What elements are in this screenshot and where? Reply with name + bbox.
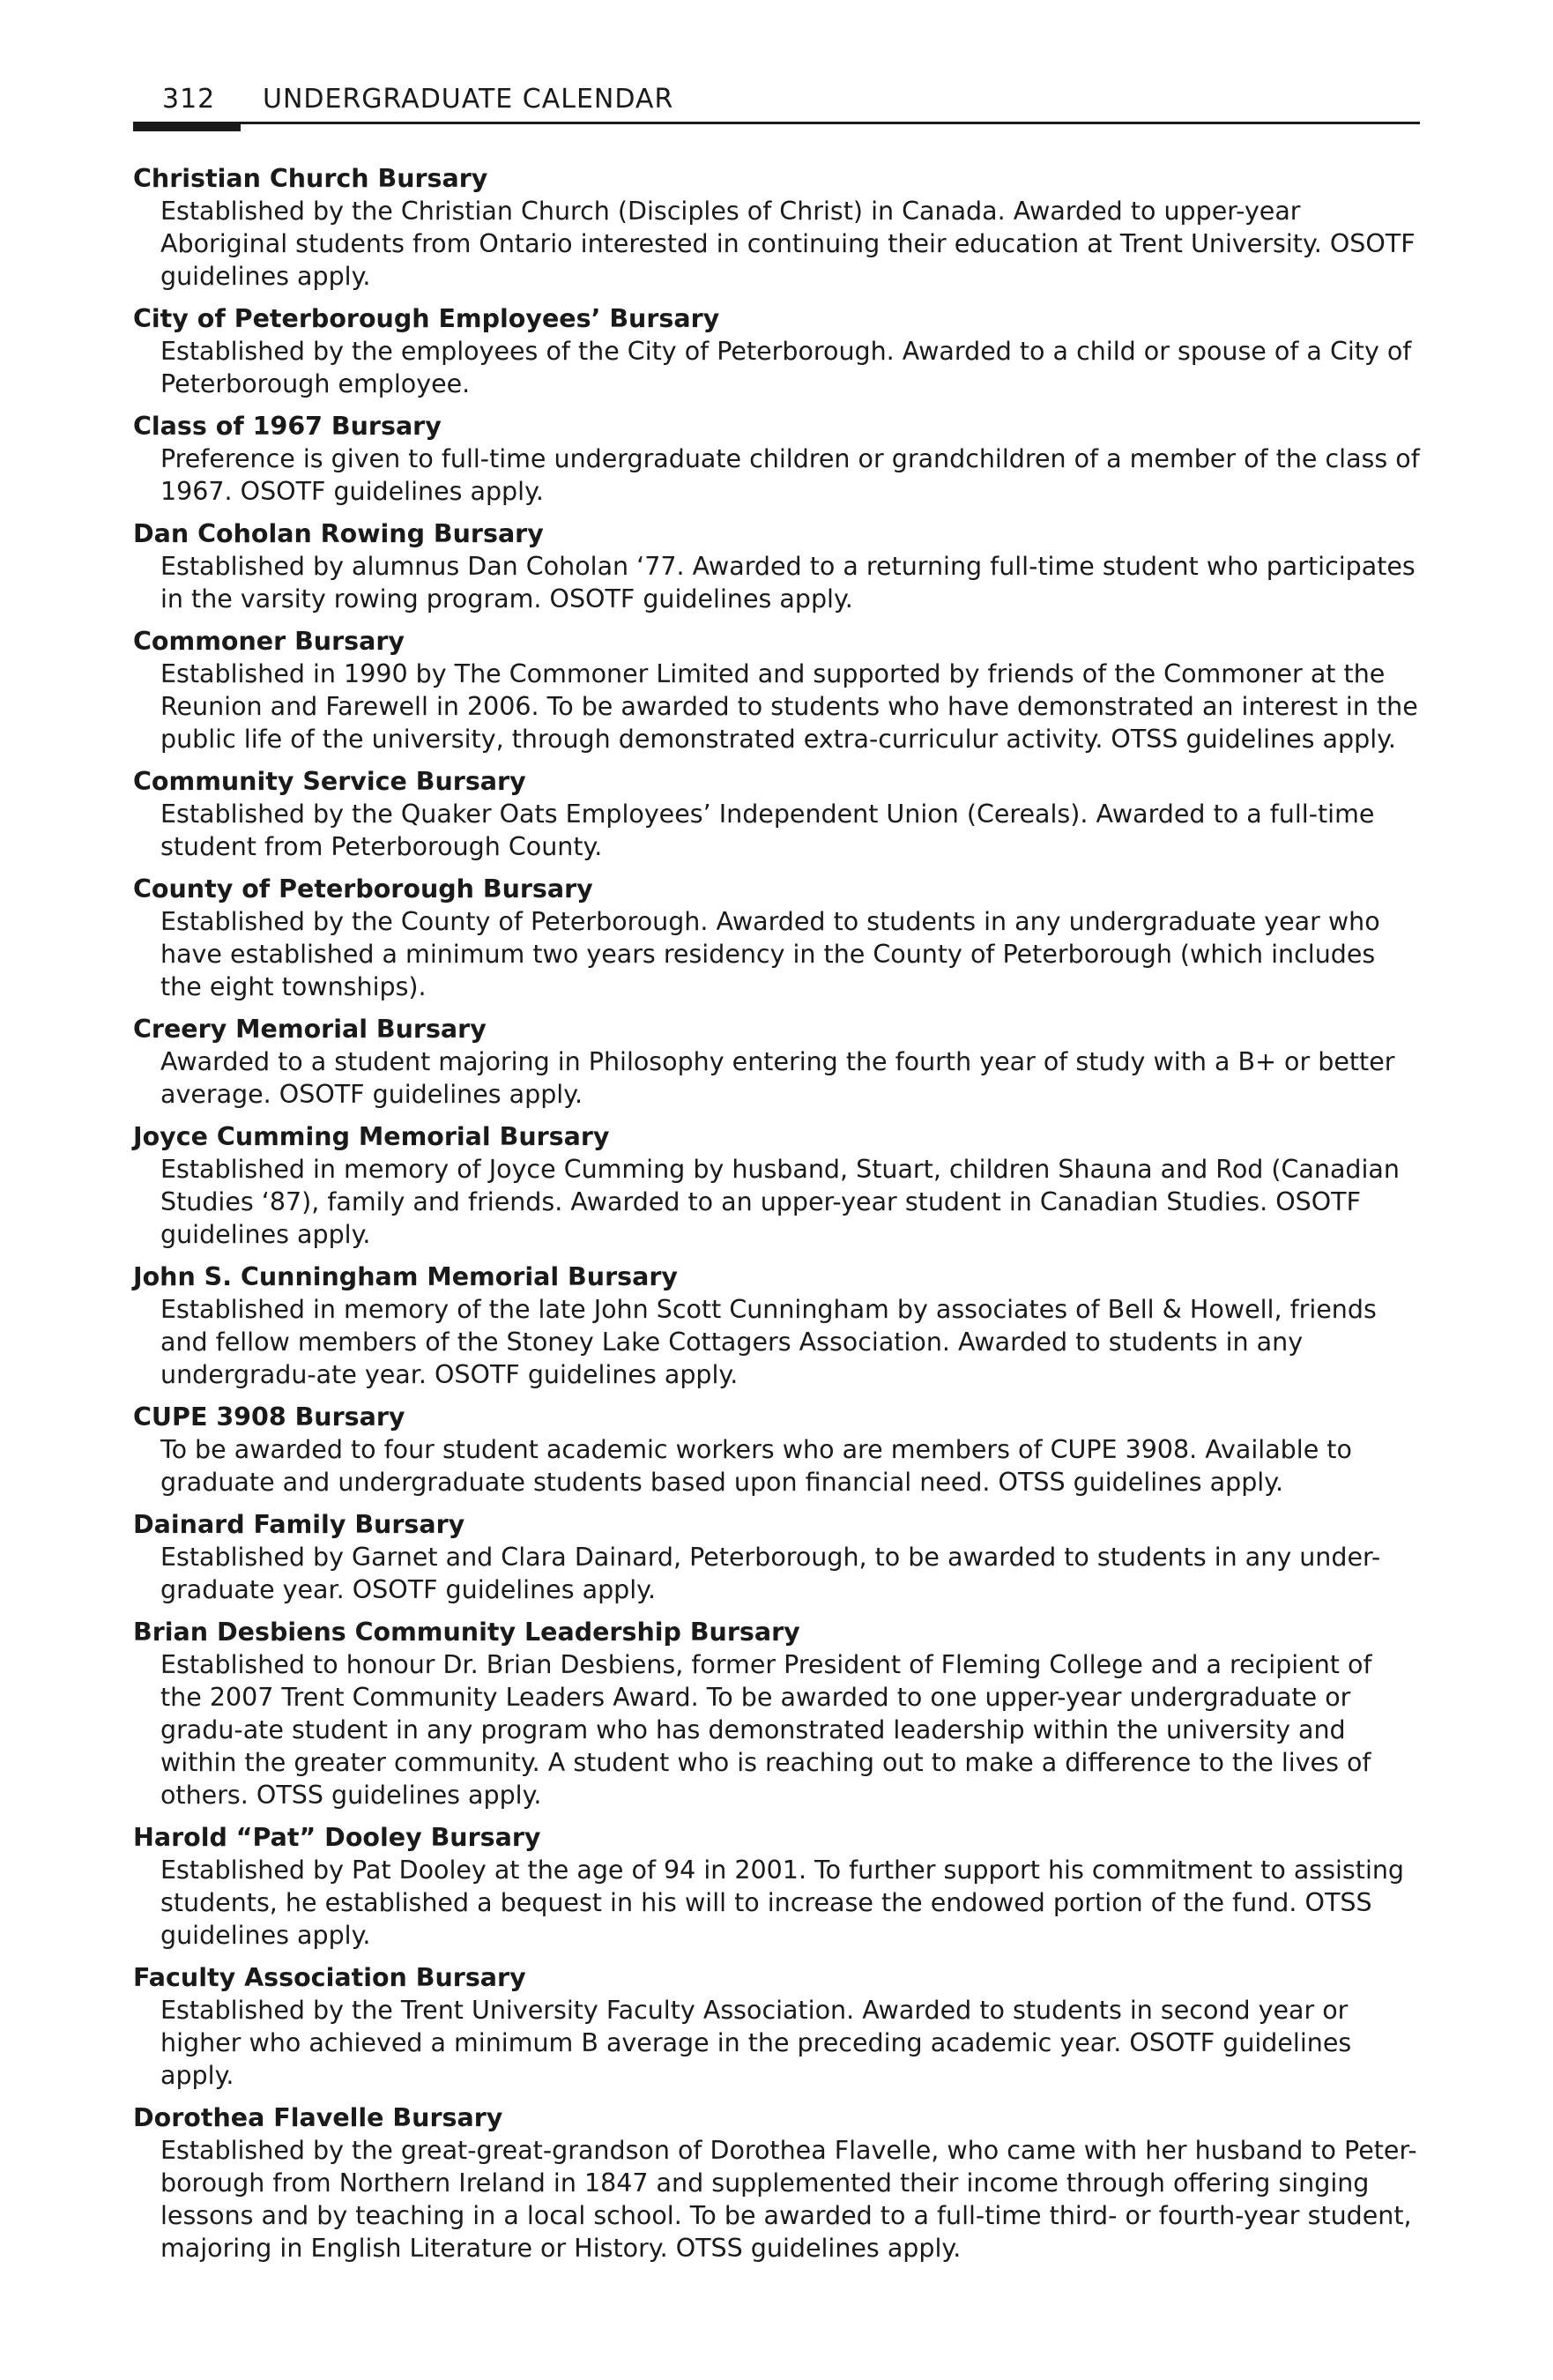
bursary-title: City of Peterborough Employees’ Bursary: [133, 304, 720, 333]
bursary-title: Faculty Association Bursary: [133, 1963, 526, 1992]
bursary-title: Dorothea Flavelle Bursary: [133, 2103, 503, 2132]
page-number: 312: [162, 84, 216, 115]
page-header: [133, 79, 1420, 136]
bursary-title: Brian Desbiens Community Leadership Bursary: [133, 1618, 800, 1647]
bursary-description: Established by the employees of the City of Peterborough. Awarded to a child or spouse of a City of Peterborough employee.: [160, 337, 1412, 398]
bursary-title: Dan Coholan Rowing Bursary: [133, 519, 544, 548]
bursary-title: Creery Memorial Bursary: [133, 1015, 487, 1044]
bursary-description: Established in memory of Joyce Cumming by husband, Stuart, children Shauna and Rod (Canadian Studies ‘87), family and friends. Awarded to an upper-year student in Canadian Studies. OSOTF guidelines apply.: [160, 1155, 1400, 1249]
bursary-entry: [133, 517, 1420, 615]
bursary-description: Established by the County of Peterborough. Awarded to students in any undergraduate year who have established a minimum two years residency in the County of Peterborough (which includes the eight townships).: [160, 907, 1380, 1001]
bursary-title: CUPE 3908 Bursary: [133, 1402, 405, 1432]
bursary-entry: [133, 302, 1420, 400]
bursary-entry: [133, 1508, 1420, 1606]
bursary-entry: [133, 1013, 1420, 1111]
bursary-description: Established to honour Dr. Brian Desbiens, former President of Fleming College and a recipient of the 2007 Trent Community Leaders Award. To be awarded to one upper-year undergraduate or gradu-ate student in any program who has demonstrated leadership within the university and within the greater community. A student who is reaching out to make a difference to the lives of others. OTSS guidelines apply.: [160, 1650, 1372, 1810]
bursary-title: County of Peterborough Bursary: [133, 874, 593, 904]
bursary-entry: [133, 1821, 1420, 1952]
bursary-entry: [133, 1401, 1420, 1499]
bursary-description: Established in memory of the late John Scott Cunningham by associates of Bell & Howell, friends and fellow members of the Stoney Lake Cottagers Association. Awarded to students in any undergradu-ate year. OSOTF guidelines apply.: [160, 1295, 1377, 1389]
bursary-list: [133, 162, 1420, 2274]
bursary-title: Commoner Bursary: [133, 627, 405, 656]
bursary-description: Established in 1990 by The Commoner Limited and supported by friends of the Commoner at the Reunion and Farewell in 2006. To be awarded to students who have demonstrated an interest in the public life of the university, through demonstrated extra-curriculur activity. OTSS guidelines apply.: [160, 659, 1418, 754]
bursary-entry: [133, 1961, 1420, 2092]
bursary-title: Harold “Pat” Dooley Bursary: [133, 1823, 541, 1852]
bursary-entry: [133, 2101, 1420, 2265]
bursary-entry: [133, 1261, 1420, 1391]
bursary-description: Established by Garnet and Clara Dainard, Peterborough, to be awarded to students in any under-graduate year. OSOTF guidelines apply.: [160, 1543, 1381, 1604]
bursary-title: John S. Cunningham Memorial Bursary: [133, 1262, 678, 1291]
bursary-description: Established by alumnus Dan Coholan ‘77. Awarded to a returning full-time student who participates in the varsity rowing program. OSOTF guidelines apply.: [160, 552, 1416, 614]
bursary-title: Joyce Cumming Memorial Bursary: [133, 1122, 610, 1151]
bursary-description: Preference is given to full-time undergraduate children or grandchildren of a member of the class of 1967. OSOTF guidelines apply.: [160, 444, 1420, 506]
bursary-title: Community Service Bursary: [133, 767, 526, 796]
bursary-description: Established by the Trent University Faculty Association. Awarded to students in second year or higher who achieved a minimum B average in the preceding academic year. OSOTF guidelines apply.: [160, 1996, 1352, 2090]
bursary-description: Established by the great-great-grandson of Dorothea Flavelle, who came with her husband to Peter-borough from Northern Ireland in 1847 and supplemented their income through offering singing lessons and by teaching in a local school. To be awarded to a full-time third- or fourth-year student, majoring in English Literature or History. OTSS guidelines apply.: [160, 2136, 1417, 2263]
bursary-entry: [133, 162, 1420, 293]
bursary-title: Christian Church Bursary: [133, 164, 488, 193]
bursary-entry: [133, 1616, 1420, 1811]
bursary-description: Awarded to a student majoring in Philosophy entering the fourth year of study with a B+ or better average. OSOTF guidelines apply.: [160, 1047, 1395, 1109]
header-rule: [133, 122, 1420, 124]
bursary-entry: [133, 410, 1420, 508]
bursary-description: Established by Pat Dooley at the age of 94 in 2001. To further support his commitment to assisting students, he established a bequest in his will to increase the endowed portion of the fund. OTSS guidelines apply.: [160, 1856, 1405, 1950]
bursary-title: Dainard Family Bursary: [133, 1510, 465, 1539]
running-title: UNDERGRADUATE CALENDAR: [263, 84, 674, 115]
bursary-title: Class of 1967 Bursary: [133, 412, 442, 441]
bursary-entry: [133, 1120, 1420, 1251]
bursary-entry: [133, 765, 1420, 863]
bursary-description: To be awarded to four student academic workers who are members of CUPE 3908. Available to graduate and undergraduate students based upon financial need. OTSS guidelines apply.: [160, 1435, 1352, 1497]
bursary-entry: [133, 625, 1420, 755]
header-tab-bar: [133, 122, 241, 131]
bursary-entry: [133, 873, 1420, 1003]
bursary-description: Established by the Quaker Oats Employees’ Independent Union (Cereals). Awarded to a full-time student from Peterborough County.: [160, 800, 1375, 861]
bursary-description: Established by the Christian Church (Disciples of Christ) in Canada. Awarded to upper-year Aboriginal students from Ontario interested in continuing their education at Trent University. OSOTF guidelines apply.: [160, 197, 1416, 291]
